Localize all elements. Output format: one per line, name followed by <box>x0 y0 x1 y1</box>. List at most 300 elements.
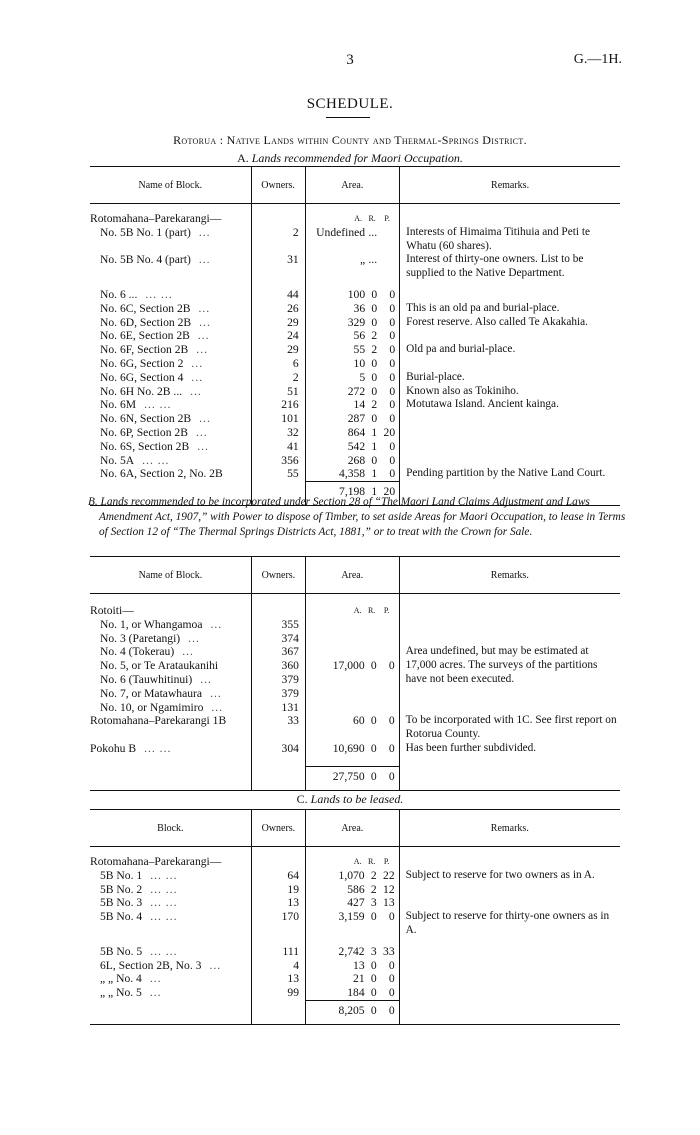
spacer-cell <box>90 204 251 213</box>
spacer-cell <box>305 204 399 213</box>
owners-cell: 304 <box>251 742 305 756</box>
area-acres: 542 <box>347 439 366 453</box>
area-perches: 0 <box>389 398 396 412</box>
table-row <box>90 371 620 385</box>
block-name-cell <box>90 673 251 687</box>
unit-perches: P. <box>383 857 390 866</box>
area-cell <box>305 343 399 357</box>
table-row <box>90 343 620 357</box>
block-name-cell <box>90 972 251 986</box>
table-row <box>90 883 620 897</box>
area-cell <box>305 412 399 426</box>
group-label: Rotomahana–Parekarangi— <box>90 855 222 868</box>
table-row <box>90 454 620 468</box>
header-block: Block. <box>90 810 251 847</box>
owners-cell <box>251 604 305 618</box>
area-units <box>306 604 395 618</box>
spacer-row <box>90 594 620 605</box>
area-acres: 329 <box>347 315 366 329</box>
remarks-cell: This is an old pa and burial-place. <box>400 302 620 316</box>
block-name-cell <box>90 343 251 357</box>
area-acres: 21 <box>353 972 365 986</box>
area-cell <box>306 910 400 938</box>
spacer-cell <box>306 847 400 856</box>
area-roods: 0 <box>371 287 378 301</box>
table-row <box>90 986 620 1000</box>
unit-roods: R. <box>367 857 376 866</box>
owners-cell: 44 <box>251 288 305 302</box>
remarks-cell <box>399 855 620 869</box>
owners-cell: 111 <box>251 945 305 959</box>
area-cell <box>306 986 400 1000</box>
leader-dots: ... <box>200 672 212 686</box>
area-roods: 0 <box>371 370 378 384</box>
block-name-cell <box>90 398 251 412</box>
header-owners: Owners. <box>251 167 305 204</box>
remarks-cell: Motutawa Island. Ancient kainga. <box>400 398 620 412</box>
block-name-cell <box>90 896 251 910</box>
area-perches: 20 <box>383 425 396 439</box>
remarks-cell <box>399 945 620 959</box>
area-cell <box>305 742 399 756</box>
owners-cell: 13 <box>251 972 305 986</box>
owners-cell: 32 <box>251 426 305 440</box>
area-value <box>306 412 395 426</box>
unit-perches: P. <box>384 214 390 223</box>
table-row <box>90 618 620 632</box>
area-perches <box>377 226 395 240</box>
spacer-cell <box>251 938 305 945</box>
area-perches: 0 <box>389 412 396 426</box>
area-value <box>306 454 395 468</box>
area-perches: 0 <box>389 315 396 329</box>
area-value <box>306 1004 395 1018</box>
block-name-cell <box>90 385 251 399</box>
leader-dots: ... <box>211 700 224 714</box>
owners-cell: 379 <box>251 687 305 701</box>
area-value <box>306 302 395 316</box>
area-value <box>306 896 395 910</box>
area-roods: 0 <box>370 1003 377 1017</box>
owners-cell: 24 <box>251 329 305 343</box>
leader-dots: ... <box>195 425 208 439</box>
spacer-cell <box>400 204 620 213</box>
area-roods: 0 <box>370 714 377 728</box>
area-value <box>306 343 395 357</box>
spacer-cell <box>399 756 620 767</box>
owners-cell: 31 <box>251 253 305 281</box>
leader-dots: ... <box>149 986 162 1000</box>
block-name: No. 6N, Section 2B <box>100 412 192 426</box>
leader-dots: ... <box>190 384 202 398</box>
owners-cell: 356 <box>251 454 305 468</box>
area-roods: 1 <box>371 439 378 453</box>
owners-cell: 6 <box>251 357 305 371</box>
table-row <box>90 440 620 454</box>
spacer-cell <box>305 281 399 288</box>
leader-dots: ... <box>197 329 210 343</box>
area-value <box>306 986 395 1000</box>
area-cell <box>305 454 399 468</box>
owners-cell: 51 <box>251 385 305 399</box>
block-name: No. 5B No. 1 (part) <box>100 225 191 239</box>
leader-dots: ... ... <box>150 944 178 958</box>
area-value <box>306 910 395 924</box>
area-acres: 2,742 <box>338 944 365 958</box>
section-c-title <box>0 792 700 807</box>
area-cell <box>305 226 399 254</box>
area-acres: 268 <box>347 453 366 467</box>
area-acres: 5 <box>359 370 366 384</box>
block-name-cell <box>90 226 251 254</box>
total-remarks-cell <box>399 766 620 790</box>
owners-cell: 170 <box>251 910 305 938</box>
area-acres: Undefined <box>316 225 366 239</box>
header-area: Area. <box>305 557 399 594</box>
block-name-cell <box>90 986 251 1000</box>
area-units-cell <box>305 212 399 226</box>
leader-dots: ... <box>198 225 211 239</box>
header-area: Area. <box>306 810 400 847</box>
district-title: Rotorua : Native Lands within County and Thermal-Springs District. <box>173 133 527 147</box>
area-perches: 0 <box>389 384 396 398</box>
area-roods: 2 <box>370 882 377 896</box>
area-cell <box>306 869 400 883</box>
header-remarks: Remarks. <box>399 557 620 594</box>
spacer-cell <box>251 594 305 605</box>
block-name: No. 6F, Section 2B <box>100 343 189 357</box>
area-perches: 0 <box>389 301 396 315</box>
area-cell <box>305 316 399 330</box>
area-value <box>306 742 395 756</box>
area-acres: 10 <box>353 356 366 370</box>
table-row <box>90 398 620 412</box>
remarks-cell: Forest reserve. Also called Te Akakahia. <box>400 316 620 330</box>
area-perches: 0 <box>388 986 395 1000</box>
area-value <box>306 972 395 986</box>
area-value <box>306 316 395 330</box>
area-cell <box>305 329 399 343</box>
section-b-title: B. Lands recommended to be incorporated under Section 28 of “The Maori Land Claims Adjustment and Laws Amendment Act, 1907,” with Power to dispose of Timber, to set aside Areas for Maori Occupation, to lease in Terms of Section 12 of “The Thermal Springs Districts Act, 1881,” or to treat with the Crown for Sale. <box>88 496 626 538</box>
block-name: 5B No. 1 <box>100 868 143 882</box>
leader-dots: ... <box>199 412 211 426</box>
block-name-cell <box>90 253 251 281</box>
block-name-cell <box>90 742 251 756</box>
area-cell <box>306 972 400 986</box>
area-perches: 0 <box>388 972 395 986</box>
spacer-row <box>90 281 620 288</box>
total-owners-cell <box>251 766 305 790</box>
area-roods: 3 <box>370 896 377 910</box>
area-value <box>306 467 395 481</box>
block-name-cell <box>90 357 251 371</box>
area-perches: 0 <box>389 343 396 357</box>
block-name-cell <box>90 316 251 330</box>
block-name: No. 6 ... <box>100 287 138 301</box>
area-value <box>306 371 395 385</box>
area-units <box>306 855 395 869</box>
block-name: No. 6 (Tauwhitinui) <box>100 672 193 686</box>
remarks-cell <box>400 329 620 343</box>
leader-dots: ... <box>209 958 222 972</box>
table-row <box>90 945 620 959</box>
area-value <box>306 659 395 673</box>
area-roods: 0 <box>371 412 378 426</box>
block-name: Rotomahana–Parekarangi 1B <box>90 714 227 728</box>
spacer-cell <box>305 756 399 767</box>
total-row <box>90 1000 620 1024</box>
block-name-cell <box>90 714 251 742</box>
area-value <box>306 329 395 343</box>
block-name: No. 3 (Paretangi) <box>100 631 181 645</box>
area-acres: 184 <box>347 986 365 1000</box>
area-perches: 0 <box>388 659 395 673</box>
area-value <box>306 770 395 784</box>
leader-dots: ... <box>196 343 208 357</box>
remarks-cell <box>399 972 620 986</box>
block-name-cell <box>90 645 251 659</box>
area-acres: 427 <box>347 896 365 910</box>
block-name: 5B No. 5 <box>100 944 143 958</box>
table-row <box>90 714 620 742</box>
spacer-row <box>90 938 620 945</box>
block-name: No. 6G, Section 2 <box>100 356 184 370</box>
remarks-cell <box>399 959 620 973</box>
header-remarks: Remarks. <box>400 167 620 204</box>
total-remarks-cell <box>399 1000 620 1024</box>
owners-cell: 216 <box>251 398 305 412</box>
owners-cell: 13 <box>251 896 305 910</box>
spacer-cell <box>305 594 399 605</box>
spacer-cell <box>306 938 400 945</box>
table-row <box>90 910 620 938</box>
area-roods: 3 <box>370 944 377 958</box>
spacer-cell <box>90 847 251 856</box>
area-cell <box>306 1000 400 1024</box>
block-name: 5B No. 4 <box>100 910 143 924</box>
area-roods: 1 <box>371 485 378 499</box>
area-acres: 8,205 <box>338 1003 365 1017</box>
area-roods: 2 <box>370 868 377 882</box>
remarks-cell: Subject to reserve for thirty-one owners as in A. <box>399 910 620 938</box>
area-acres: 864 <box>347 425 366 439</box>
area-acres: 3,159 <box>338 910 365 924</box>
owners-cell: 374 <box>251 632 305 646</box>
remarks-cell <box>400 454 620 468</box>
area-value <box>306 288 395 302</box>
area-acres: 4,358 <box>339 467 366 481</box>
owners-cell: 41 <box>251 440 305 454</box>
area-value <box>306 226 395 240</box>
header-owners: Owners. <box>251 557 305 594</box>
block-name-cell <box>90 701 251 715</box>
table-row <box>90 226 620 254</box>
leader-dots: ... ... <box>145 287 173 301</box>
area-cell <box>305 440 399 454</box>
block-name: 5B No. 2 <box>100 882 143 896</box>
area-cell <box>305 357 399 371</box>
group-row <box>90 604 620 618</box>
leader-dots: ... <box>198 301 211 315</box>
remarks-cell <box>399 883 620 897</box>
area-units <box>306 212 395 226</box>
block-name-cell <box>90 687 251 701</box>
table-row <box>90 467 620 481</box>
owners-cell: 29 <box>251 316 305 330</box>
area-acres: 586 <box>347 882 365 896</box>
header-area: Area. <box>305 167 399 204</box>
section-a-table <box>90 166 620 506</box>
remarks-cell <box>399 896 620 910</box>
remarks-cell: Subject to reserve for two owners as in A. <box>399 869 620 883</box>
owners-cell: 64 <box>251 869 305 883</box>
area-roods: 0 <box>370 769 377 783</box>
header-remarks: Remarks. <box>399 810 620 847</box>
block-name-cell <box>90 454 251 468</box>
group-label: Rotomahana–Parekarangi— <box>90 212 222 225</box>
block-name: No. 6D, Section 2B <box>100 315 192 329</box>
area-value <box>306 385 395 399</box>
area-acres: 10,690 <box>332 741 365 755</box>
area-roods: 0 <box>371 384 378 398</box>
area-acres: 56 <box>353 329 366 343</box>
schedule-title: SCHEDULE. <box>306 96 394 112</box>
table-row <box>90 959 620 973</box>
header-name: Name of Block. <box>90 557 251 594</box>
table-row <box>90 972 620 986</box>
spacer-row <box>90 756 620 767</box>
block-name: No. 6H No. 2B ... <box>100 384 183 398</box>
area-acres: 100 <box>347 287 366 301</box>
area-roods: ... <box>368 253 378 267</box>
spacer-cell <box>90 938 251 945</box>
area-acres: „ <box>359 253 366 267</box>
block-name: No. 6C, Section 2B <box>100 301 191 315</box>
leader-dots: ... <box>182 645 194 659</box>
area-roods: 0 <box>371 356 378 370</box>
area-roods: 0 <box>370 958 377 972</box>
area-acres: 55 <box>353 343 366 357</box>
area-roods: 2 <box>371 398 378 412</box>
remarks-cell: Area undefined, but may be estimated at 17,000 acres. The surveys of the partitions have not been executed. <box>399 618 620 715</box>
table-row <box>90 869 620 883</box>
area-units-cell <box>306 855 400 869</box>
owners-cell: 131 <box>251 701 305 715</box>
remarks-cell: Has been further subdivided. <box>399 742 620 756</box>
area-perches: 0 <box>388 910 395 924</box>
block-name: No. 4 (Tokerau) <box>100 645 175 659</box>
group-label: Rotoiti— <box>90 604 134 617</box>
area-cell <box>305 426 399 440</box>
leader-dots: ... ... <box>150 910 178 924</box>
area-perches: 0 <box>389 439 396 453</box>
spacer-cell <box>251 281 305 288</box>
block-name: No. 1, or Whangamoa <box>100 617 203 631</box>
area-perches: 0 <box>389 453 396 467</box>
table-row <box>90 253 620 281</box>
table-row <box>90 426 620 440</box>
area-roods: 0 <box>370 986 377 1000</box>
block-name-cell <box>90 959 251 973</box>
area-cell <box>305 385 399 399</box>
area-perches <box>377 253 395 267</box>
area-value <box>306 398 395 412</box>
block-name-cell <box>90 329 251 343</box>
block-name-cell <box>90 467 251 481</box>
leader-dots: ... ... <box>144 741 172 755</box>
total-label-cell <box>90 766 251 790</box>
section-c-title-text: Lands to be leased. <box>310 792 404 806</box>
area-perches: 12 <box>383 882 395 896</box>
area-cell <box>306 896 400 910</box>
owners-cell: 360 <box>251 659 305 673</box>
area-perches: 0 <box>388 958 395 972</box>
area-cell <box>305 398 399 412</box>
area-acres: 14 <box>353 398 366 412</box>
table-row <box>90 288 620 302</box>
owners-cell: 26 <box>251 302 305 316</box>
area-cell <box>305 467 399 481</box>
block-name: 5B No. 3 <box>100 896 143 910</box>
table-row <box>90 329 620 343</box>
area-roods: 0 <box>370 741 377 755</box>
block-name-cell <box>90 632 251 646</box>
area-cell <box>305 253 399 281</box>
leader-dots: ... ... <box>150 868 178 882</box>
header-name: Name of Block. <box>90 167 251 204</box>
area-acres: 1,070 <box>338 868 365 882</box>
block-name-cell <box>90 371 251 385</box>
area-perches: 33 <box>383 944 395 958</box>
section-c-table <box>90 809 620 1025</box>
block-name: Pokohu B <box>90 741 137 755</box>
table-row <box>90 385 620 399</box>
area-perches: 20 <box>383 485 396 499</box>
spacer-cell <box>90 594 251 605</box>
area-acres: 272 <box>347 384 366 398</box>
owners-cell: 55 <box>251 467 305 481</box>
area-roods: 0 <box>371 315 378 329</box>
spacer-cell <box>251 847 305 856</box>
block-name-cell <box>90 869 251 883</box>
remarks-cell: Interest of thirty-one owners. List to be supplied to the Native Department. <box>400 253 620 281</box>
area-perches: 0 <box>388 741 395 755</box>
block-name-cell <box>90 618 251 632</box>
section-b-header-row <box>90 557 620 594</box>
owners-cell: 29 <box>251 343 305 357</box>
spacer-cell <box>251 756 305 767</box>
block-name: No. 6S, Section 2B <box>100 439 190 453</box>
leader-dots: ... <box>198 253 211 267</box>
block-name-cell <box>90 945 251 959</box>
block-name: No. 6A, Section 2, No. 2B <box>100 467 223 481</box>
spacer-cell <box>400 281 620 288</box>
area-value <box>306 357 395 371</box>
spacer-cell <box>251 204 305 213</box>
section-a-prefix: A. <box>237 151 249 165</box>
remarks-cell <box>400 440 620 454</box>
spacer-row <box>90 847 620 856</box>
area-acres: 7,198 <box>339 485 366 499</box>
section-a-title <box>0 151 700 166</box>
block-name-cell <box>90 659 251 673</box>
area-cell <box>305 714 399 742</box>
leader-dots: ... <box>197 439 209 453</box>
block-name: „ „ No. 4 <box>100 972 142 986</box>
area-roods: ... <box>368 225 378 239</box>
area-roods: 0 <box>371 453 378 467</box>
section-c-header-row <box>90 810 620 847</box>
